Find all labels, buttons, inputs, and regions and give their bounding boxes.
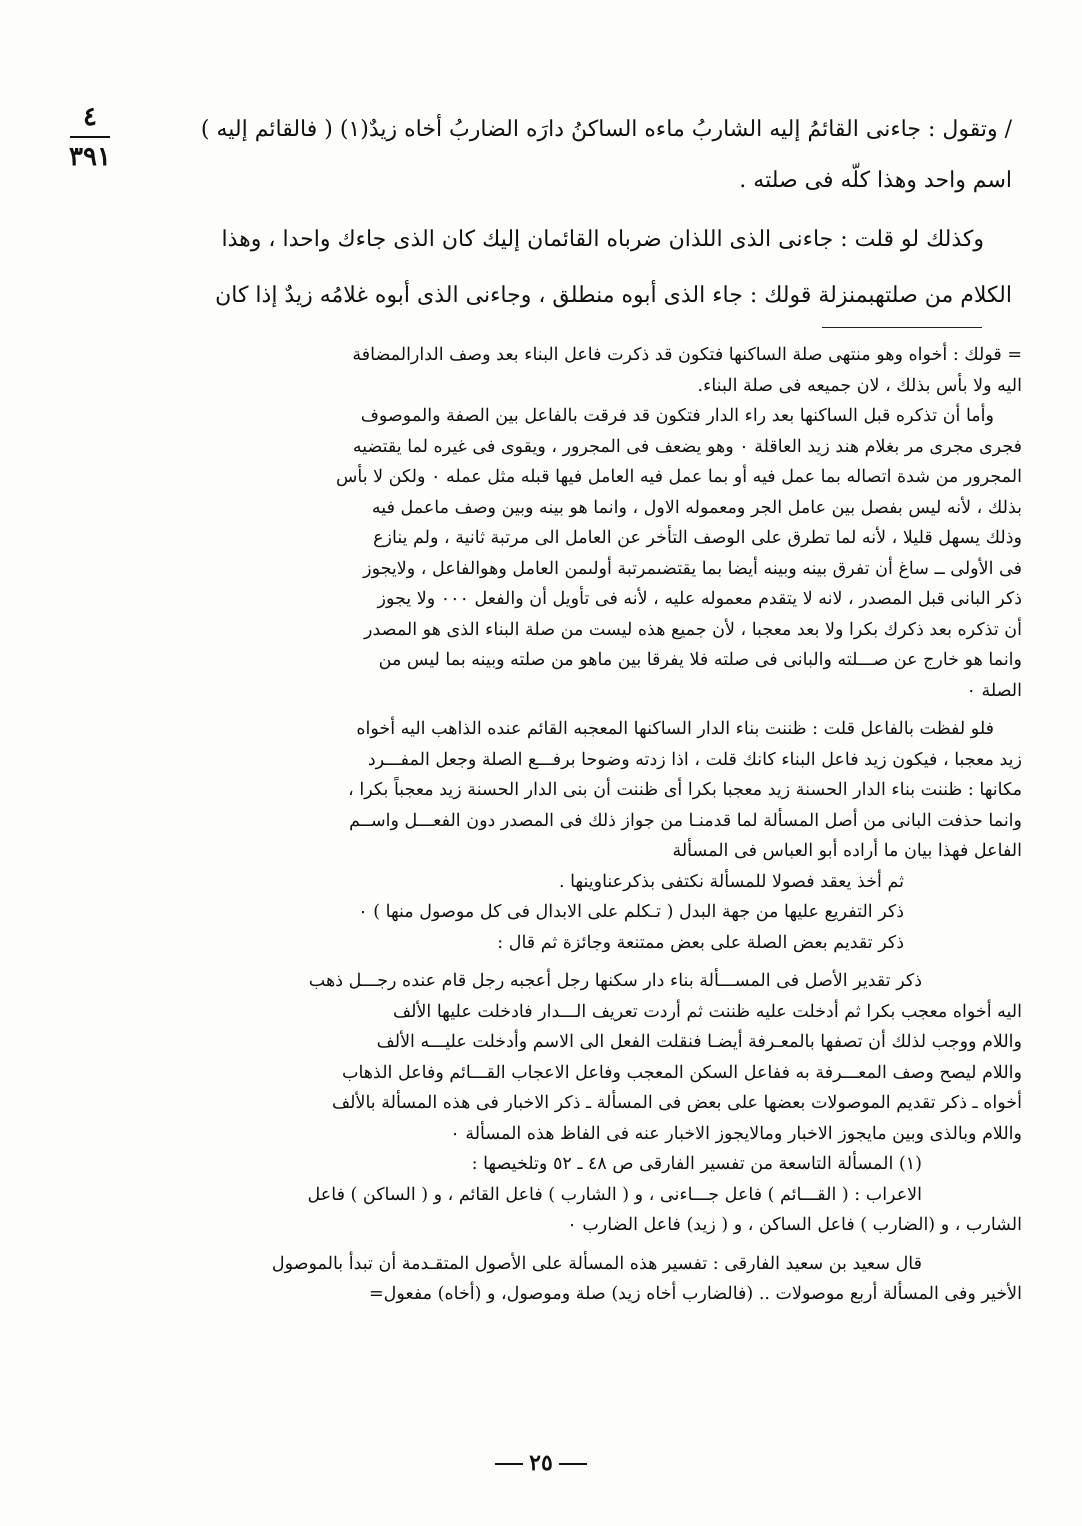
page-number-dash xyxy=(559,1463,587,1465)
note-line: قال سعيد بن سعيد الفارقى : تفسير هذه المسألة على الأصول المتقـدمة أن تبدأ بالموصول xyxy=(271,1253,922,1274)
margin-ref-separator xyxy=(70,136,110,138)
note-line: فجرى مجرى مر بغلام هند زيد العاقلة ٠ وهو يضعف فى المجرور ، ويقوى فى غيره لما يقتضيه xyxy=(352,436,1022,457)
note-line: ذكر البانى قبل المصدر ، لانه لا يتقدم معموله عليه ، لأنه فى تأويل أن والفعل ٠٠٠ ولا يجوز xyxy=(377,589,1022,609)
note-line: ذكر تقدير الأصل فى المســـألة بناء دار سكنها رجل أعجبه رجل قام عنده رجـــل ذهب xyxy=(308,971,922,991)
note-line: الاعراب : ( القـــائم ) فاعل جـــاءنى ، و ( الشارب ) فاعل القائم ، و ( الساكن ) فاعل xyxy=(307,1184,922,1205)
page-number-dash xyxy=(495,1463,523,1465)
note-line: ثم أخذ يعقد فصولا للمسألة نكتفى بذكرعناوينها . xyxy=(558,871,904,892)
main-line: / وتقول : جاءنى القائمُ إليه الشاربُ ماءه الساكنُ دارَه الضاربُ أخاه زيدٌ(١) ( فالقائم إليه ) xyxy=(200,117,1012,142)
note-line: وأما أن تذكره قبل الساكنها بعد راء الدار فتكون قد فرقت بالفاعل بين الصفة والموصوف xyxy=(360,406,994,426)
note-line: الصلة ٠ xyxy=(966,680,1022,701)
note-line: فلو لفظت بالفاعل قلت : ظننت بناء الدار الساكنها المعجبه القائم عنده الذاهب اليه أخواه xyxy=(356,719,994,739)
note-line: اليه ولا بأس بذلك ، لان جميعه فى صلة البناء. xyxy=(697,375,1022,396)
margin-reference xyxy=(60,100,120,174)
note-line: واللام ووجب لذلك أن تصفها بالمعـرفة أيضـا فنقلت الفعل الى الاسم وأدخلت عليـــه الألف xyxy=(376,1032,1022,1052)
note-line: الشارب ، و (الضارب ) فاعل الساكن ، و ( زيد) فاعل الضارب ٠ xyxy=(567,1215,1022,1235)
note-line: وانما حذفت البانى من أصل المسألة لما قدمنـا من جواز ذلك فى المصدر دون الفعـــل واســم xyxy=(349,810,1022,831)
main-line: اسم واحد وهذا كلّه فى صلته . xyxy=(739,168,1012,193)
margin-ref-top: ٤ xyxy=(83,102,97,132)
paragraph-gap xyxy=(142,706,1022,714)
note-line: بذلك ، لأنه ليس بفصل بين عامل الجر ومعموله الاول ، وانما هو بينه وبين وصف ماعمل فيه xyxy=(371,497,1022,518)
note-line: أخواه ـ ذكر تقديم الموصولات بعضها على بعض فى المسألة ـ ذكر الاخبار فى هذه المسألة بالألف xyxy=(332,1093,1022,1113)
note-line: وانما هو خارج عن صـــلته والبانى فى صلته فلا يفرقا بين ماهو من صلته وبينه بما ليس من xyxy=(378,650,1022,670)
note-line: ذكر التفريع عليها من جهة البدل ( تـكلم على الابدال فى كل موصول منها ) ٠ xyxy=(358,902,904,922)
note-line: أن تذكره بعد ذكرك بكرا ولا بعد معجبا ، لأن جميع هذه ليست من صلة البناء الذى هو المصدر xyxy=(364,619,1022,640)
note-line: الفاعل فهذا بيان ما أراده أبو العباس فى المسألة xyxy=(672,841,1022,861)
footnote-rule xyxy=(822,327,982,328)
note-line: واللام ليصح وصف المعـــرفة به ففاعل السكن المعجب وفاعل الاعجاب القـــائم وفاعل الذهاب xyxy=(341,1062,1022,1083)
note-line: اليه أخواه معجب بكرا ثم أدخلت عليه ظننت ثم أردت تعريف الـــدار فادخلت عليها الألف xyxy=(393,1001,1022,1022)
page-number-value: ٢٥ xyxy=(529,1450,553,1476)
note-line: المجرور من شدة اتصاله بما عمل فيه أو بما عمل فيه العامل فيها قبله مثل عمله ٠ ولكن لا بأس xyxy=(336,467,1022,487)
page-number xyxy=(0,1450,1082,1476)
note-line: = قولك : أخواه وهو منتهى صلة الساكنها فتكون قد ذكرت فاعل البناء بعد وصف الدارالمضافة xyxy=(352,345,1022,365)
main-line: وكذلك لو قلت : جاءنى الذى اللذان ضرباه القائمان إليك كان الذى جاءك واحدا ، وهذا xyxy=(221,227,984,252)
note-line: الأخير وفى المسألة أربع موصولات .. (فالضارب أخاه زيد) صلة وموصول، و (أخاه) مفعول= xyxy=(368,1284,1022,1304)
note-line: مكانها : ظننت بناء الدار الحسنة زيد معجبا بكرا أى ظننت أن بنى الدار الحسنة زيد معجباً بكرا ، xyxy=(348,780,1022,800)
footnotes xyxy=(142,340,1022,1310)
margin-ref-bottom: ٣٩١ xyxy=(69,142,111,172)
note-line: فى الأولى ــ ساغ أن تفرق بينه وبينه أيضا بما يقتضىمرتبة أولىمن العامل وهوالفاعل ، ولايجوز xyxy=(363,558,1022,579)
note-line: وذلك يسهل قليلا ، لأنه لما تطرق على الوصف التأخر عن العامل الى مرتبة ثانية ، ولم ينازع xyxy=(373,528,1022,548)
footnote-1-heading: (١) المسألة التاسعة من تفسير الفارقى ص ٤٨ ـ ٥٢ وتلخيصها : xyxy=(471,1154,922,1174)
paragraph-gap xyxy=(142,958,1022,966)
note-line: واللام وبالذى وبين مايجوز الاخبار ومالايجوز الاخبار عنه فى الفاظ هذه المسألة ٠ xyxy=(450,1123,1022,1144)
main-paragraph-2 xyxy=(122,212,1012,324)
note-line: ذكر تقديم بعض الصلة على بعض ممتنعة وجائزة ثم قال : xyxy=(497,932,904,953)
main-paragraph-1 xyxy=(122,102,1012,204)
main-line: الكلام من صلتهبمنزلة قولك : جاء الذى أبوه منطلق ، وجاءنى الذى أبوه غلامُه زيدٌ إذا كان xyxy=(215,283,1012,308)
note-line: زيد معجبا ، فيكون زيد فاعل البناء كانك قلت ، اذا زدته وضوحا برفـــع الصلة وجعل المفـــرد xyxy=(367,749,1022,770)
paragraph-gap xyxy=(142,1241,1022,1249)
